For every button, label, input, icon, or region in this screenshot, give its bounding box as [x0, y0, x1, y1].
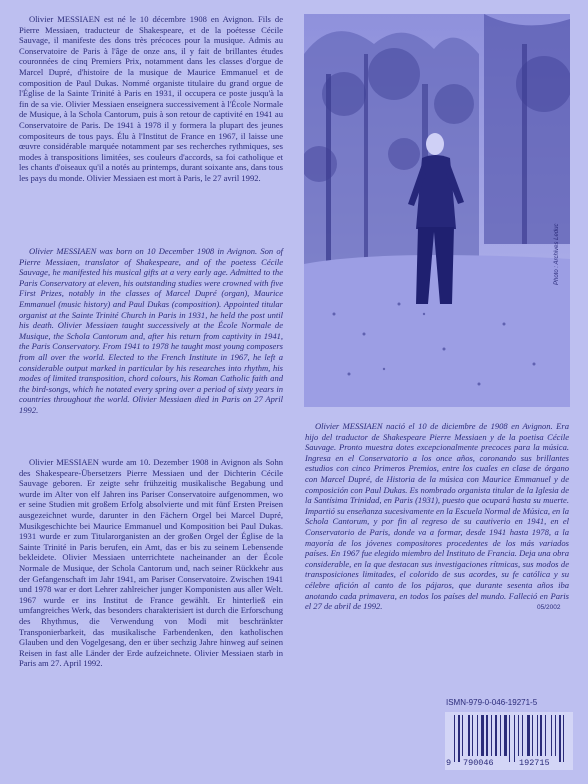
- portrait-photo-illustration: [304, 14, 570, 407]
- biography-spanish-text: Olivier MESSIAEN nació el 10 de diciembre de 1908 en Avignon. Era hijo del traductor de Shakespeare Pierre Messiaen y de la poetisa Cécile Sauvage. Pronto muestra dotes excepcionalmente precoces para la música. Ingresa en el Conservatorio a los once años, coronando sus brillantes estudios con cinco Primeros Premios, entre los cuales en clase de órgano con Marcel Dupré, de Historia de la música con Maurice Emmanuel y de composición con Paul Dukas. Es nombrado organista titular de la Iglesia de la Santísima Trinidad, en Paris (1931), puesto que ocupará hasta su muerte. Impartió su enseñanza sucesivamente en la Escuela Normal de Música, en la Schola Cantorum, y por fin al regreso de su cautiverio en 1941, en el Conservatorio de Paris, donde va a formar, desde 1941 hasta 1978, a la mayoría de los jóvenes compositores procedentes de los más variados países. En 1967 fue elegido miembro del Instituto de Francia. Deja una obra considerable, en la que destacan sus investigaciones rítmicas, sus modos de transposiciones limitades, el colorido de sus acordes, su fe católica y su célebre afición al canto de los pájaros, que durante sesenta años iba anotando cada primavera, en todos los países del mundo. Falleció en Paris el 27 de abril de 1992.: [305, 421, 569, 612]
- barcode-bar: [468, 715, 470, 756]
- barcode-bar: [472, 715, 473, 756]
- barcode-bar: [495, 715, 497, 756]
- barcode-bar: [462, 715, 463, 756]
- barcode-bar: [537, 715, 538, 756]
- barcode-digit-prefix: 9: [446, 758, 452, 768]
- biography-spanish: [305, 421, 569, 612]
- barcode-bar: [486, 715, 488, 756]
- barcode-bar: [514, 715, 515, 762]
- barcode-bar: [532, 715, 533, 756]
- barcode-bar: [518, 715, 519, 756]
- barcode-bars: [454, 715, 568, 756]
- biography-german-text: Olivier MESSIAEN wurde am 10. Dezember 1908 in Avignon als Sohn des Shakespeare-Übersetzers Pierre Messiaen und der Dichterin Cécile Sauvage geboren. Er zeigte sehr frühzeitig musikalische Begabung und wurde im Alter von elf Jahren ins Pariser Conservatoire aufgenommen, wo er seine Studien mit großem Erfolg absolvierte und mit fünf Ersten Preisen ausgezeichnet wurde, darunter in den Fächern Orgel bei Marcel Dupré, Musikgeschichte bei Maurice Emmanuel und Komposition bei Paul Dukas. 1931 wurde er zum Titularorganisten an der großen Orgel der Église de la Sainte Trinité in Paris berufen, ein Amt, das er bis zu seinem Lebensende bekleidete. Olivier Messiaen unterrichtete nacheinander an der École Normale de Musique, der Schola Cantorum und, nach seiner Rückkehr aus der Gefangenschaft im Jahr 1941, am Pariser Conservatoire. Zwischen 1941 und 1978 war er dort Lehrer zahlreicher junger Komponisten aus aller Welt. 1967 wurde er ins Institut de France gewählt. Er hinterließ ein umfangreiches Werk, das besonders charakterisiert ist durch die Erforschung des Rhythmus, die Verwendung von Modi mit beschränkter Transponierbarkeit, das musikalische Farbendenken, den katholischen Glauben und den Vogelgesang, den er über sechzig Jahre hinweg auf seinen Reisen in fast alle Länder der Erde aufzeichnete. Olivier Messiaen starb in Paris am 27. April 1992.: [19, 457, 283, 669]
- biography-french-text: Olivier MESSIAEN est né le 10 décembre 1908 en Avignon. Fils de Pierre Messiaen, traducteur de Shakespeare, et de la poétesse Cécile Sauvage, il manifeste des dons très précoces pour la musique. Admis au Conservatoire de Paris à l'âge de onze ans, il y fait de brillantes études couronnées de cinq Premiers Prix, notamment dans les classes d'orgue de Marcel Dupré, d'histoire de la musique de Maurice Emmanuel et de composition de Paul Dukas. Nommé organiste titulaire du grand orgue de l'Église de la Sainte Trinité à Paris en 1931, il occupera ce poste jusqu'à la fin de sa vie. Olivier Messiaen enseignera successivement à l'École Normale de Musique, à la Schola Cantorum, puis à son retour de captivité en 1941 au Conservatoire de Paris. De 1941 à 1978 il y formera la plupart des jeunes compositeurs de tous pays. Élu à l'Institut de France en 1967, il laisse une œuvre considérable marquée notamment par ses recherches rythmiques, ses modes à transpositions limitées, ses couleurs d'accords, sa foi catholique et les chants d'oiseaux qu'il a notés au printemps, durant soixante ans, dans tous les pays du monde. Olivier Messiaen est mort à Paris, le 27 avril 1992.: [19, 14, 283, 183]
- barcode-bar: [481, 715, 484, 756]
- barcode-bar: [559, 715, 561, 762]
- barcode-bar: [454, 715, 455, 762]
- biography-english-text: Olivier MESSIAEN was born on 10 December 1908 in Avignon. Son of Pierre Messiaen, translator of Shakespeare, and of the poetess Cécile Sauvage, he manifested his musical gifts at a very early age. Admitted to the Paris Conservatory at eleven, his outstanding studies were crowned with five First Prizes, notably in the classes of Marcel Dupré (organ), Maurice Emmanuel (music history) and Paul Dukas (composition). Appointed titular organist at the Sainte Trinité Church in Paris in 1931, he held the post until his death. Olivier Messiaen taught successively at the École Normale de Musique, the Schola Cantorum and, after his return from captivity in 1941, the Paris Conservatory. From 1941 to 1978 he taught most young composers from all over the world. Elected to the French Institute in 1967, he left a considerable output marked in particular by his researches into rhythm, his modes of limited transposition, chord colours, his Roman Catholic faith and the bird-songs, which he notated every spring over a period of sixty years in countries throughout the world. Olivier Messiaen died in Paris on 27 April 1992.: [19, 246, 283, 415]
- barcode-bar: [458, 715, 460, 762]
- barcode-bar: [509, 715, 510, 762]
- date-code: 05/2002: [537, 604, 561, 611]
- barcode-bar: [545, 715, 546, 756]
- photo-credit: Photo : Archives Leduc: [554, 223, 560, 285]
- barcode-bar: [527, 715, 530, 756]
- barcode-bar: [500, 715, 501, 756]
- barcode-bar: [491, 715, 492, 756]
- barcode-digits-left: 790046: [463, 758, 494, 768]
- barcode-bar: [563, 715, 564, 762]
- barcode-bar: [540, 715, 542, 756]
- ismn-number: ISMN-979-0-046-19271-5: [446, 698, 538, 707]
- barcode-bar: [551, 715, 552, 756]
- barcode-digits-right: 192715: [519, 758, 550, 768]
- portrait-photo: [304, 14, 570, 407]
- barcode-bar: [477, 715, 478, 756]
- barcode: [445, 712, 573, 770]
- biography-french: [19, 14, 283, 184]
- biography-german: [19, 457, 283, 669]
- barcode-bar: [504, 715, 507, 756]
- biography-english: [19, 246, 283, 416]
- barcode-bar: [555, 715, 556, 756]
- barcode-bar: [522, 715, 523, 756]
